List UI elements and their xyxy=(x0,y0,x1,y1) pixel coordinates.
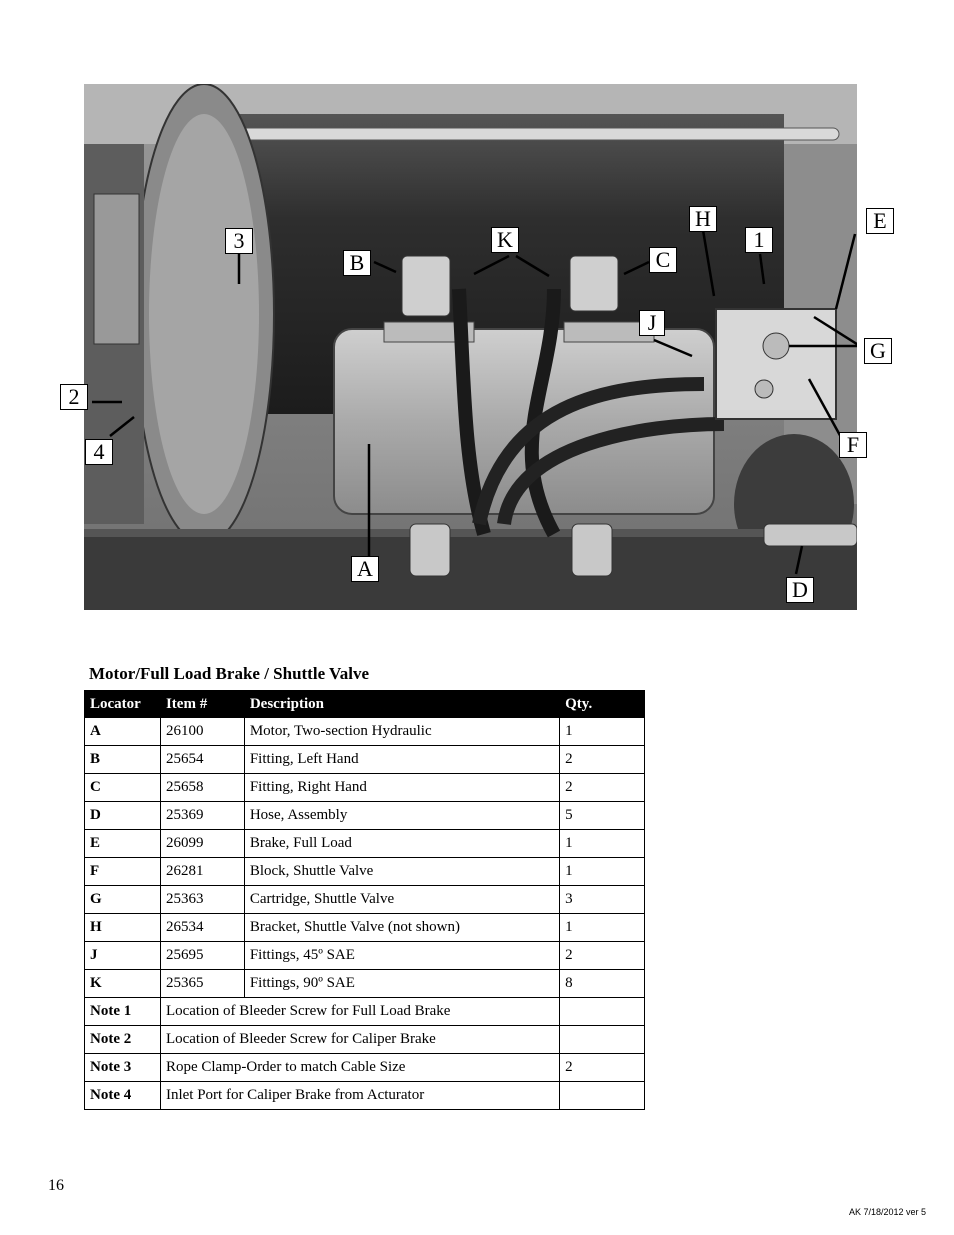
cell-description: Fittings, 45º SAE xyxy=(244,942,559,970)
cell-note-text: Location of Bleeder Screw for Caliper Brake xyxy=(160,1026,559,1054)
parts-table xyxy=(84,690,645,1110)
cell-locator: G xyxy=(85,886,161,914)
callout-4: 4 xyxy=(85,439,113,465)
header-locator: Locator xyxy=(85,691,161,718)
cell-locator: K xyxy=(85,970,161,998)
cell-locator: B xyxy=(85,746,161,774)
cell-item: 25369 xyxy=(160,802,244,830)
cell-item: 26534 xyxy=(160,914,244,942)
section-title: Motor/Full Load Brake / Shuttle Valve xyxy=(89,664,370,683)
table-row xyxy=(85,942,645,970)
cell-description: Block, Shuttle Valve xyxy=(244,858,559,886)
header-item: Item # xyxy=(160,691,244,718)
table-row xyxy=(85,802,645,830)
callout-F: F xyxy=(839,432,867,458)
callout-D: D xyxy=(786,577,814,603)
callout-J: J xyxy=(639,310,665,336)
cell-description: Fitting, Left Hand xyxy=(244,746,559,774)
table-row xyxy=(85,858,645,886)
callout-A: A xyxy=(351,556,379,582)
cell-item: 25654 xyxy=(160,746,244,774)
callout-B: B xyxy=(343,250,371,276)
table-row xyxy=(85,914,645,942)
cell-note-text: Location of Bleeder Screw for Full Load Brake xyxy=(160,998,559,1026)
page-number: 16 xyxy=(48,1177,64,1194)
table-row xyxy=(85,830,645,858)
cell-note-locator: Note 1 xyxy=(85,998,161,1026)
cell-item: 25363 xyxy=(160,886,244,914)
cell-item: 25695 xyxy=(160,942,244,970)
cell-qty xyxy=(560,1026,645,1054)
cell-qty: 5 xyxy=(560,802,645,830)
cell-qty: 2 xyxy=(560,1054,645,1082)
table-header-row xyxy=(85,691,645,718)
cell-locator: D xyxy=(85,802,161,830)
cell-description: Hose, Assembly xyxy=(244,802,559,830)
cell-locator: E xyxy=(85,830,161,858)
cell-description: Fitting, Right Hand xyxy=(244,774,559,802)
note-row xyxy=(85,1082,645,1110)
table-row xyxy=(85,774,645,802)
note-row xyxy=(85,1026,645,1054)
cell-qty: 8 xyxy=(560,970,645,998)
cell-locator: C xyxy=(85,774,161,802)
callout-1: 1 xyxy=(745,227,773,253)
cell-item: 26281 xyxy=(160,858,244,886)
callout-3: 3 xyxy=(225,228,253,254)
document-version: AK 7/18/2012 ver 5 xyxy=(848,1207,926,1217)
cell-description: Cartridge, Shuttle Valve xyxy=(244,886,559,914)
cell-locator: A xyxy=(85,718,161,746)
cell-qty: 2 xyxy=(560,774,645,802)
cell-qty: 3 xyxy=(560,886,645,914)
table-row xyxy=(85,746,645,774)
note-row xyxy=(85,1054,645,1082)
cell-qty: 1 xyxy=(560,718,645,746)
cell-qty: 2 xyxy=(560,746,645,774)
cell-note-text: Inlet Port for Caliper Brake from Acturator xyxy=(160,1082,559,1110)
table-row xyxy=(85,886,645,914)
cell-qty: 2 xyxy=(560,942,645,970)
callout-K: K xyxy=(491,227,519,253)
cell-description: Fittings, 90º SAE xyxy=(244,970,559,998)
cell-qty: 1 xyxy=(560,858,645,886)
table-row xyxy=(85,718,645,746)
cell-qty xyxy=(560,1082,645,1110)
cell-item: 25658 xyxy=(160,774,244,802)
cell-locator: J xyxy=(85,942,161,970)
cell-qty: 1 xyxy=(560,830,645,858)
cell-note-locator: Note 2 xyxy=(85,1026,161,1054)
callout-H: H xyxy=(689,206,717,232)
note-row xyxy=(85,998,645,1026)
callout-2: 2 xyxy=(60,384,88,410)
table-row xyxy=(85,970,645,998)
cell-description: Brake, Full Load xyxy=(244,830,559,858)
header-qty: Qty. xyxy=(560,691,645,718)
cell-item: 26099 xyxy=(160,830,244,858)
cell-note-text: Rope Clamp-Order to match Cable Size xyxy=(160,1054,559,1082)
cell-note-locator: Note 3 xyxy=(85,1054,161,1082)
cell-qty xyxy=(560,998,645,1026)
callout-E: E xyxy=(866,208,894,234)
callout-C: C xyxy=(649,247,677,273)
winch-motor-illustration xyxy=(84,84,857,610)
equipment-photo xyxy=(84,84,857,610)
cell-note-locator: Note 4 xyxy=(85,1082,161,1110)
cell-locator: H xyxy=(85,914,161,942)
cell-description: Motor, Two-section Hydraulic xyxy=(244,718,559,746)
cell-item: 26100 xyxy=(160,718,244,746)
cell-description: Bracket, Shuttle Valve (not shown) xyxy=(244,914,559,942)
cell-qty: 1 xyxy=(560,914,645,942)
callout-G: G xyxy=(864,338,892,364)
cell-locator: F xyxy=(85,858,161,886)
header-description: Description xyxy=(244,691,559,718)
cell-item: 25365 xyxy=(160,970,244,998)
